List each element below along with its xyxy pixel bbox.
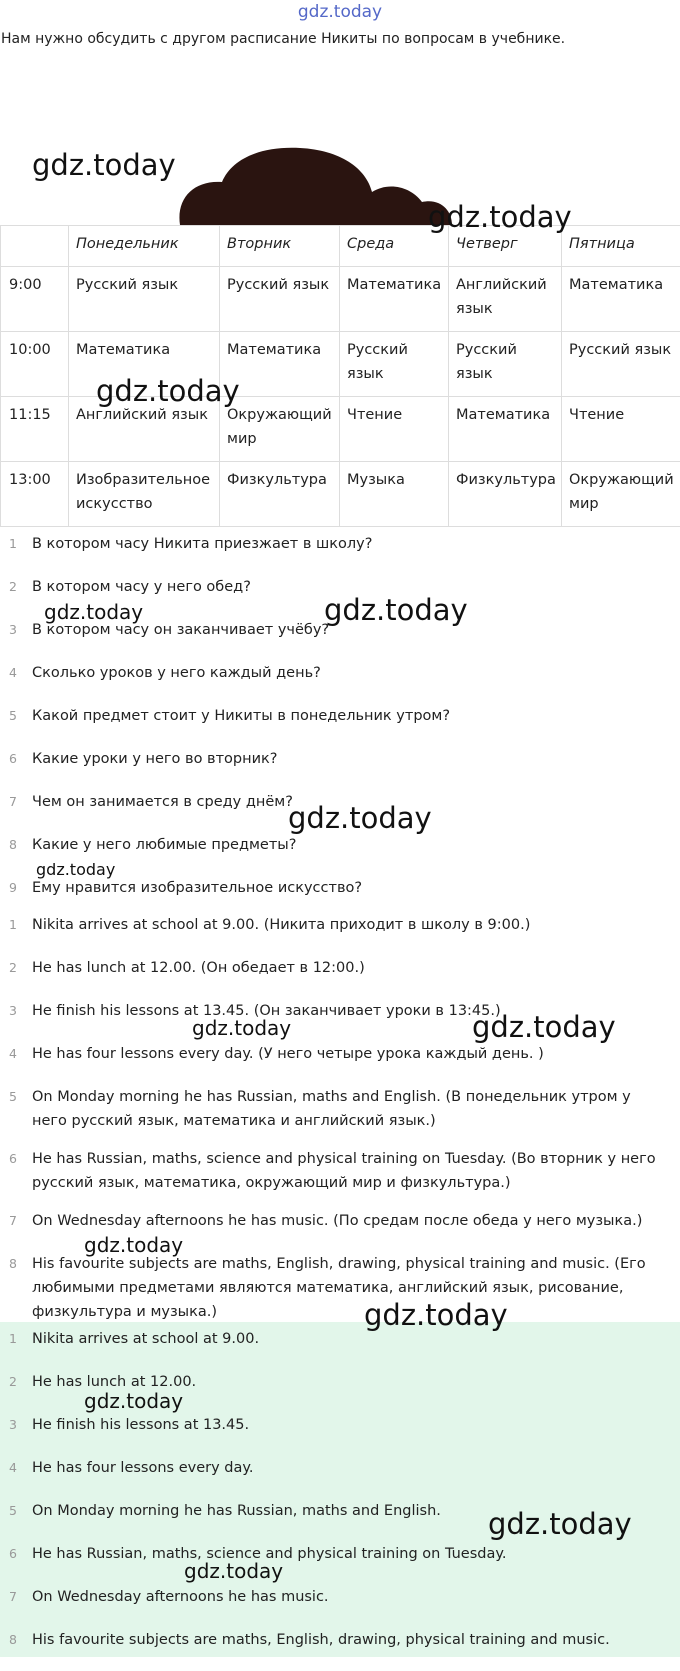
schedule-header-cell: Среда: [340, 226, 449, 267]
watermark: gdz.today: [324, 593, 468, 627]
schedule-cell: Музыка: [340, 462, 449, 527]
list-text: Nikita arrives at school at 9.00.: [32, 1327, 680, 1370]
list-item: [0, 999, 680, 1042]
watermark: gdz.today: [184, 1559, 283, 1583]
list-item: [0, 1585, 680, 1628]
schedule-cell: Русский язык: [220, 267, 340, 332]
schedule-cell: Английский язык: [69, 397, 220, 462]
list-number: 2: [0, 956, 32, 999]
list-number: 2: [0, 1370, 32, 1413]
list-item: [0, 1147, 680, 1209]
list-item: [0, 790, 680, 833]
watermark: gdz.today: [32, 148, 176, 182]
schedule-cell: Математика: [449, 397, 562, 462]
answers-english-list: [0, 1327, 680, 1671]
schedule-header-cell: Понедельник: [69, 226, 220, 267]
list-item: [0, 876, 680, 906]
schedule-cell: Физкультура: [449, 462, 562, 527]
list-number: 3: [0, 618, 32, 661]
list-number: 6: [0, 1147, 32, 1209]
questions-list: [0, 532, 680, 906]
list-text: His favourite subjects are maths, English, drawing, physical training and music. (Его любимыми предметами являются математика, английский язык, рисование, физкультура и музыка.): [32, 1252, 680, 1322]
list-number: 4: [0, 661, 32, 704]
list-item: [0, 1209, 680, 1252]
list-item: [0, 618, 680, 661]
schedule-header-row: [1, 226, 680, 267]
list-item: [0, 833, 680, 876]
schedule-cell: Английский язык: [449, 267, 562, 332]
list-number: 2: [0, 575, 32, 618]
list-number: 4: [0, 1456, 32, 1499]
list-number: 8: [0, 833, 32, 876]
list-text: В котором часу он заканчивает учёбу?: [32, 618, 680, 661]
schedule-cell: Окружающий мир: [562, 462, 680, 527]
list-item: [0, 704, 680, 747]
cloud-decoration: [0, 140, 680, 230]
list-item: [0, 747, 680, 790]
list-number: 7: [0, 790, 32, 833]
list-text: Какие уроки у него во вторник?: [32, 747, 680, 790]
schedule-header-cell: Четверг: [449, 226, 562, 267]
list-text: Какой предмет стоит у Никиты в понедельник утром?: [32, 704, 680, 747]
schedule-row: [1, 462, 680, 527]
schedule-header-cell: Пятница: [562, 226, 680, 267]
list-text: He finish his lessons at 13.45.: [32, 1413, 680, 1456]
list-item: [0, 1542, 680, 1585]
list-text: On Monday morning he has Russian, maths and English.: [32, 1499, 680, 1542]
list-text: His favourite subjects are maths, English, drawing, physical training and music.: [32, 1628, 680, 1671]
watermark: gdz.today: [288, 801, 432, 835]
list-number: 1: [0, 532, 32, 575]
schedule-cell: Чтение: [340, 397, 449, 462]
watermark: gdz.today: [192, 1016, 291, 1040]
list-number: 6: [0, 1542, 32, 1585]
list-number: 4: [0, 1042, 32, 1085]
list-item: [0, 1327, 680, 1370]
list-text: Чем он занимается в среду днём?: [32, 790, 680, 833]
list-item: [0, 1628, 680, 1671]
list-text: He has four lessons every day. (У него четыре урока каждый день. ): [32, 1042, 680, 1085]
watermark: gdz.today: [96, 374, 240, 408]
watermark: gdz.today: [36, 860, 115, 879]
list-text: He finish his lessons at 13.45. (Он заканчивает уроки в 13:45.): [32, 999, 680, 1042]
schedule-time: 11:15: [1, 397, 69, 462]
list-text: Nikita arrives at school at 9.00. (Никита приходит в школу в 9:00.): [32, 913, 680, 956]
list-item: [0, 1456, 680, 1499]
watermark: gdz.today: [364, 1298, 508, 1332]
list-number: 3: [0, 999, 32, 1042]
schedule-cell: Чтение: [562, 397, 680, 462]
schedule-cell: Математика: [562, 267, 680, 332]
schedule-row: [1, 397, 680, 462]
list-item: [0, 661, 680, 704]
schedule-header-cell: Вторник: [220, 226, 340, 267]
list-number: 1: [0, 913, 32, 956]
list-item: [0, 1042, 680, 1085]
list-number: 7: [0, 1209, 32, 1252]
watermark: gdz.today: [84, 1389, 183, 1413]
list-item: [0, 913, 680, 956]
watermark: gdz.today: [44, 600, 143, 624]
watermark: gdz.today: [428, 200, 572, 234]
list-number: 5: [0, 1085, 32, 1147]
answers-with-translation-list: [0, 913, 680, 1322]
list-item: [0, 1413, 680, 1456]
watermark: gdz.today: [84, 1233, 183, 1257]
list-item: [0, 1499, 680, 1542]
list-number: 9: [0, 876, 32, 906]
schedule-cell: Математика: [69, 332, 220, 397]
list-item: [0, 1252, 680, 1322]
schedule-cell: Русский язык: [69, 267, 220, 332]
site-logo[interactable]: gdz.today: [0, 2, 680, 22]
list-text: On Wednesday afternoons he has music. (По средам после обеда у него музыка.): [32, 1209, 680, 1252]
list-text: Ему нравится изобразительное искусство?: [32, 876, 680, 906]
schedule-cell: Математика: [220, 332, 340, 397]
list-text: В котором часу Никита приезжает в школу?: [32, 532, 680, 575]
list-number: 1: [0, 1327, 32, 1370]
schedule-cell: Русский язык: [449, 332, 562, 397]
list-text: Сколько уроков у него каждый день?: [32, 661, 680, 704]
schedule-cell: Русский язык: [562, 332, 680, 397]
list-number: 5: [0, 704, 32, 747]
schedule-cell: Русский язык: [340, 332, 449, 397]
list-item: [0, 532, 680, 575]
schedule-cell: Физкультура: [220, 462, 340, 527]
list-item: [0, 575, 680, 618]
list-text: He has lunch at 12.00. (Он обедает в 12:00.): [32, 956, 680, 999]
list-text: He has Russian, maths, science and physical training on Tuesday.: [32, 1542, 680, 1585]
schedule-cell: Изобразительное искусство: [69, 462, 220, 527]
list-text: On Monday morning he has Russian, maths and English. (В понедельник утром у него русский язык, математика и английский язык.): [32, 1085, 680, 1147]
list-number: 7: [0, 1585, 32, 1628]
list-number: 3: [0, 1413, 32, 1456]
list-item: [0, 956, 680, 999]
list-text: He has Russian, maths, science and physical training on Tuesday. (Во вторник у него русский язык, математика, окружающий мир и физкультура.): [32, 1147, 680, 1209]
list-item: [0, 1085, 680, 1147]
list-text: Какие у него любимые предметы?: [32, 833, 680, 876]
schedule-header-cell: [1, 226, 69, 267]
list-number: 5: [0, 1499, 32, 1542]
list-number: 8: [0, 1252, 32, 1322]
list-item: [0, 1370, 680, 1413]
schedule-time: 9:00: [1, 267, 69, 332]
list-text: On Wednesday afternoons he has music.: [32, 1585, 680, 1628]
schedule-cell: Математика: [340, 267, 449, 332]
list-text: He has lunch at 12.00.: [32, 1370, 680, 1413]
list-text: В котором часу у него обед?: [32, 575, 680, 618]
schedule-row: [1, 267, 680, 332]
schedule-cell: Окружающий мир: [220, 397, 340, 462]
schedule-time: 10:00: [1, 332, 69, 397]
list-text: He has four lessons every day.: [32, 1456, 680, 1499]
schedule-time: 13:00: [1, 462, 69, 527]
intro-text: Нам нужно обсудить с другом расписание Никиты по вопросам в учебнике.: [1, 31, 565, 47]
schedule-table: [0, 225, 680, 527]
watermark: gdz.today: [488, 1507, 632, 1541]
list-number: 6: [0, 747, 32, 790]
watermark: gdz.today: [472, 1010, 616, 1044]
list-number: 8: [0, 1628, 32, 1671]
schedule-row: [1, 332, 680, 397]
